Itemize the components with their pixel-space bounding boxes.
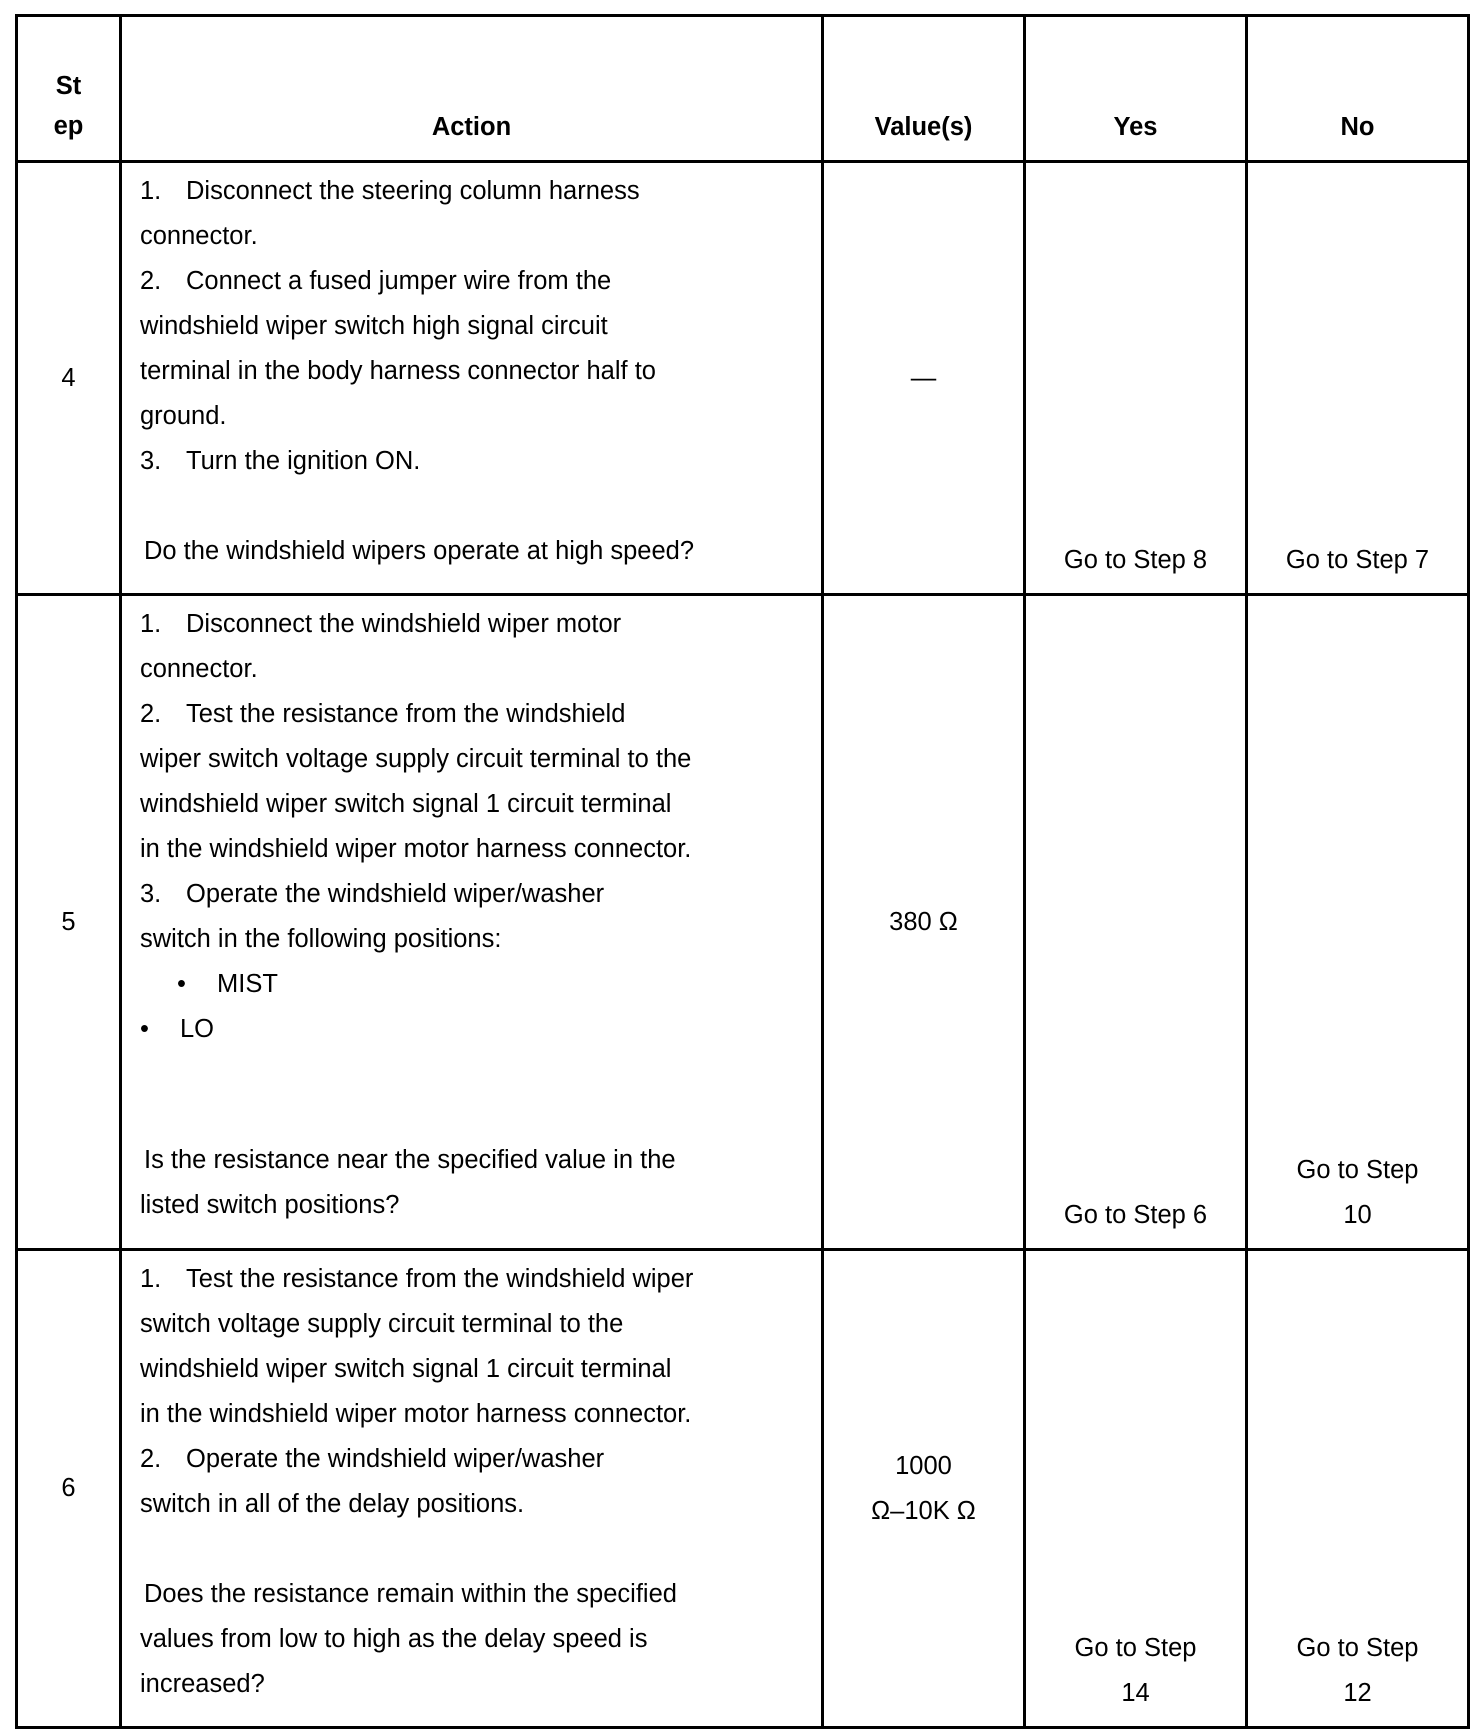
action-question: Do the windshield wipers operate at high speed? (144, 537, 695, 565)
action-line: switch in the following positions: (140, 925, 502, 953)
action-line: windshield wiper switch signal 1 circuit terminal (140, 790, 672, 818)
header-step-line-2: ep (53, 112, 84, 140)
header-yes: Yes (1025, 16, 1247, 162)
yes-cell: Go to Step 14 (1025, 1250, 1247, 1728)
action-line: 1. Disconnect the windshield wiper motor (140, 610, 622, 638)
header-action: Action (121, 16, 823, 162)
action-line: 2. Test the resistance from the windshield (140, 700, 626, 728)
header-step (17, 16, 121, 162)
action-line: 3. Operate the windshield wiper/washer (140, 880, 605, 908)
table-row (17, 595, 1469, 1250)
step-number: 6 (17, 1250, 121, 1728)
header-row (17, 16, 1469, 162)
action-question: Does the resistance remain within the specified (144, 1580, 677, 1608)
table-row (17, 162, 1469, 595)
action-cell (121, 1250, 823, 1728)
action-line: 2. Operate the windshield wiper/washer (140, 1445, 605, 1473)
value-cell: 380 Ω (823, 595, 1025, 1250)
step-number: 4 (17, 162, 121, 595)
action-line: wiper switch voltage supply circuit terminal to the (140, 745, 692, 773)
action-cell (121, 162, 823, 595)
yes-cell: Go to Step 6 (1025, 595, 1247, 1250)
no-cell: Go to Step 12 (1247, 1250, 1469, 1728)
no-cell: Go to Step 7 (1247, 162, 1469, 595)
step-number: 5 (17, 595, 121, 1250)
bullet-item: • LO (140, 1015, 215, 1043)
action-line: connector. (140, 655, 258, 683)
action-question: values from low to high as the delay speed is (140, 1625, 648, 1653)
bullet-item: • MIST (177, 970, 278, 998)
table-row (17, 1250, 1469, 1728)
action-line: ground. (140, 402, 227, 430)
action-line: windshield wiper switch high signal circuit (140, 312, 608, 340)
action-line: 1. Disconnect the steering column harness (140, 177, 640, 205)
action-cell (121, 595, 823, 1250)
diagnostic-table (15, 14, 1470, 1729)
action-line: connector. (140, 222, 258, 250)
header-step-line-1: St (55, 72, 82, 100)
action-question: listed switch positions? (140, 1191, 400, 1219)
action-question: increased? (140, 1670, 265, 1698)
action-line: 2. Connect a fused jumper wire from the (140, 267, 612, 295)
header-no: No (1247, 16, 1469, 162)
value-cell: 1000 Ω–10K Ω (823, 1250, 1025, 1728)
action-line: in the windshield wiper motor harness connector. (140, 1400, 692, 1428)
action-line: 3. Turn the ignition ON. (140, 447, 421, 475)
action-question: Is the resistance near the specified value in the (144, 1146, 676, 1174)
action-line: in the windshield wiper motor harness connector. (140, 835, 692, 863)
action-line: switch voltage supply circuit terminal to the (140, 1310, 624, 1338)
value-cell: — (823, 162, 1025, 595)
yes-cell: Go to Step 8 (1025, 162, 1247, 595)
action-line: switch in all of the delay positions. (140, 1490, 525, 1518)
action-line: windshield wiper switch signal 1 circuit terminal (140, 1355, 672, 1383)
action-line: terminal in the body harness connector half to (140, 357, 656, 385)
header-values: Value(s) (823, 16, 1025, 162)
action-line: 1. Test the resistance from the windshield wiper (140, 1265, 694, 1293)
no-cell: Go to Step 10 (1247, 595, 1469, 1250)
